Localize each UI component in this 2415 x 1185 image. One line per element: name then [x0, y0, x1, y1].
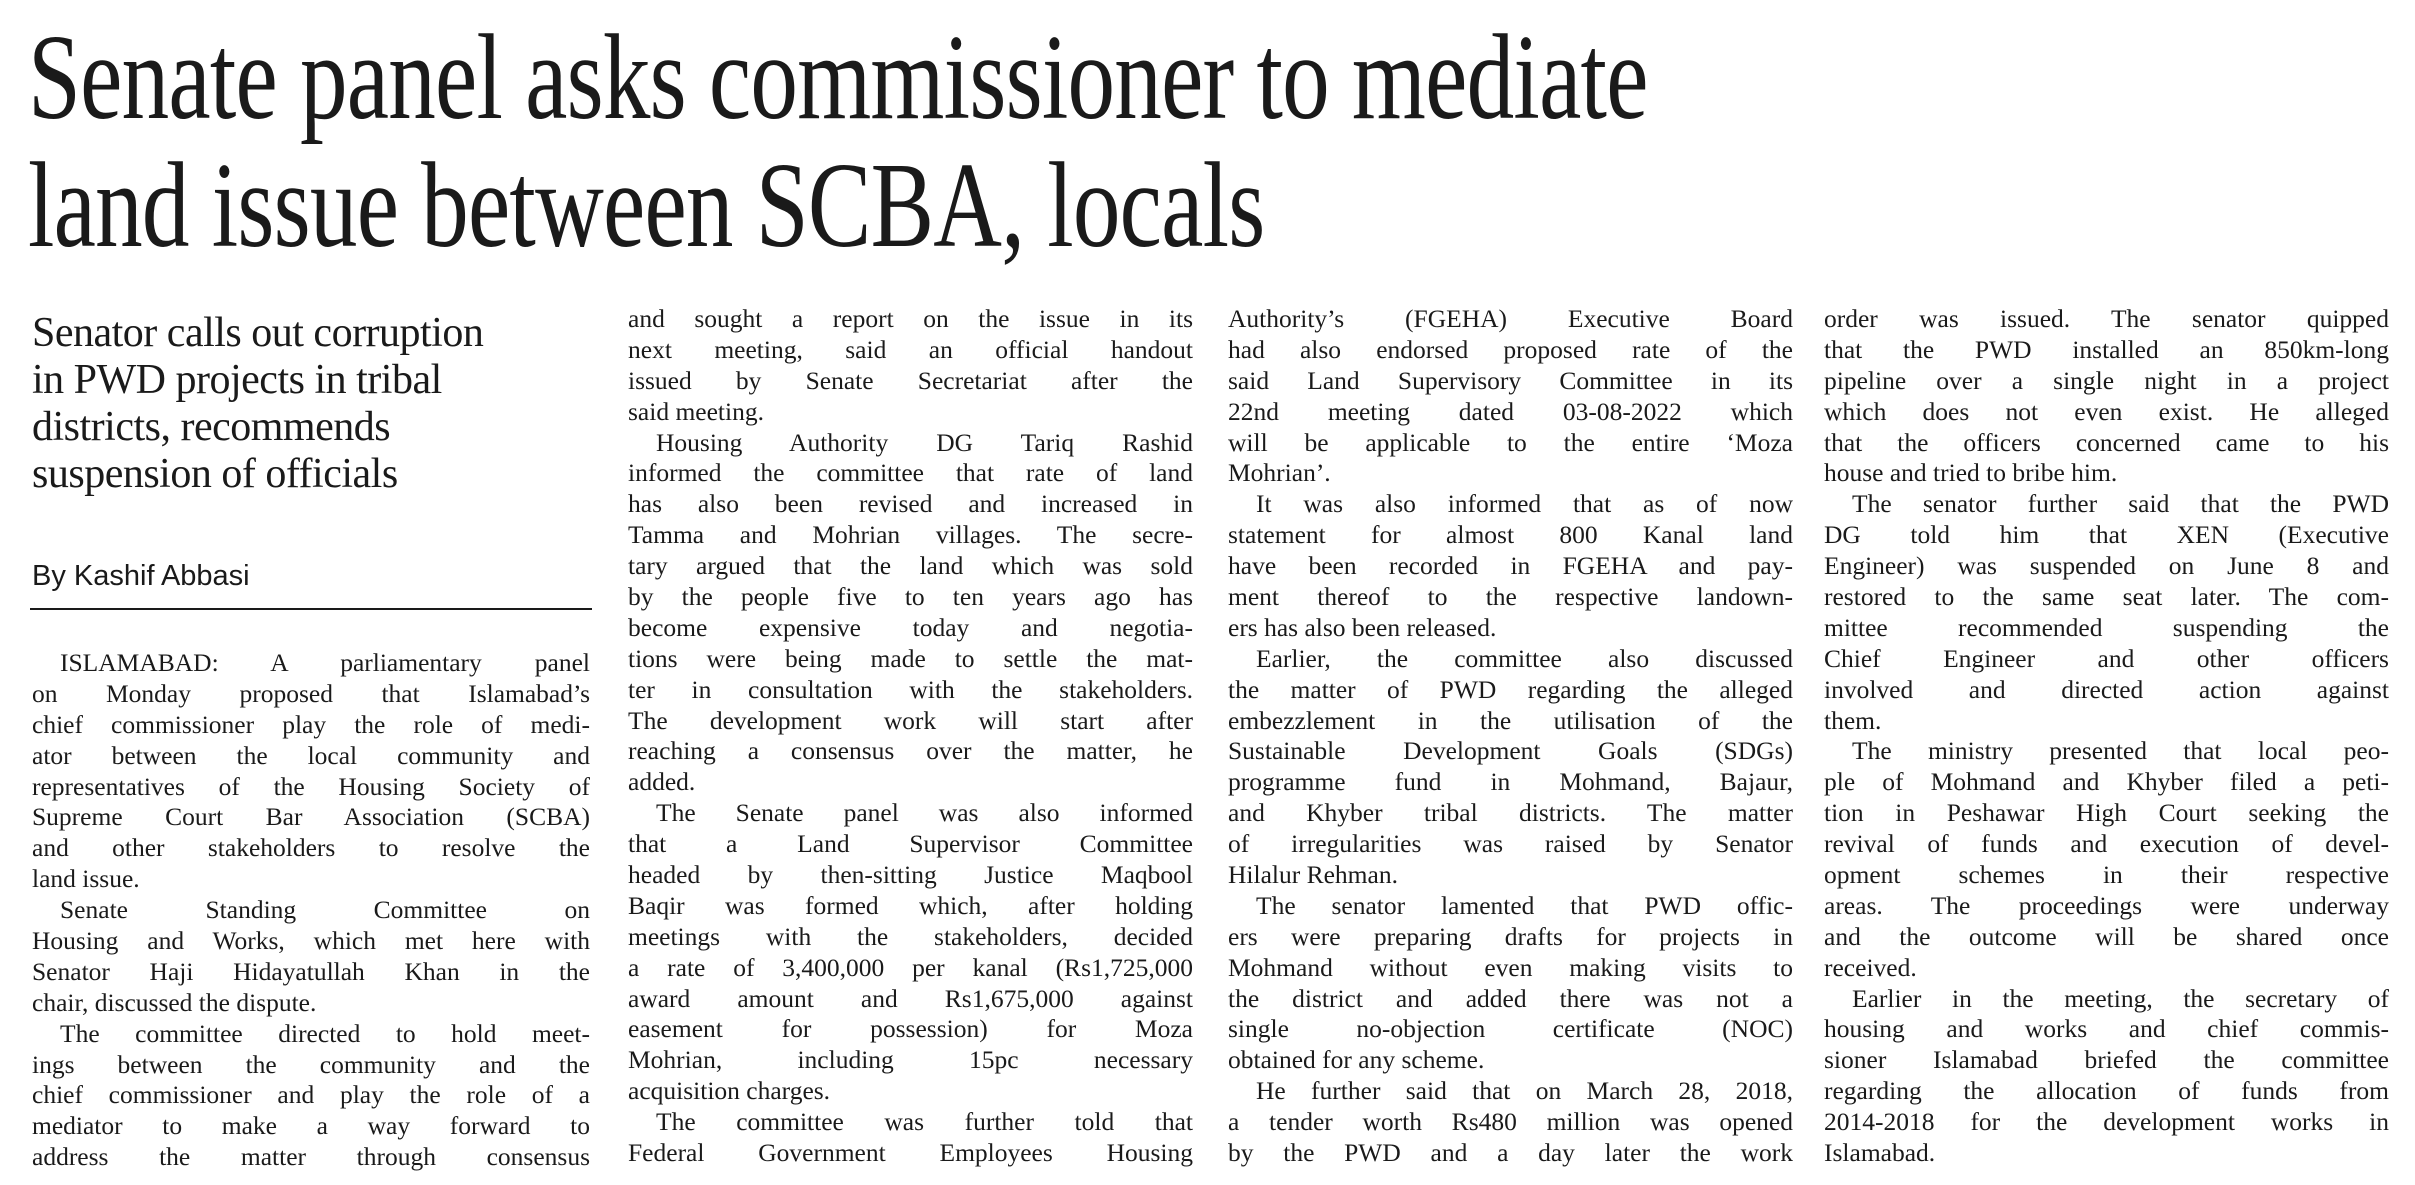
text-line: the district and added there was not a	[1228, 983, 1793, 1013]
text-line: ers were preparing drafts for projects in	[1228, 921, 1793, 951]
text-line: ers has also been released.	[1228, 612, 1497, 642]
article-column-3	[1228, 304, 1793, 1169]
text-line: ment thereof to the respective landown-	[1228, 582, 1793, 612]
text-line: ple of Mohmand and Khyber filed a peti-	[1824, 767, 2389, 797]
text-line: informed the committee that rate of land	[628, 458, 1193, 488]
text-line: the matter of PWD regarding the alleged	[1228, 674, 1793, 704]
text-line: tion in Peshawar High Court seeking the	[1824, 798, 2389, 828]
text-line: them.	[1824, 705, 1882, 735]
text-line: acquisition charges.	[628, 1076, 831, 1106]
text-line: issued by Senate Secretariat after the	[628, 365, 1193, 395]
paragraph-first-line: ISLAMABAD: A parliamentary panel	[60, 648, 590, 677]
text-line: address the matter through consensus	[32, 1142, 590, 1172]
text-line: that the PWD installed an 850km-long	[1824, 334, 2389, 364]
paragraph-first-line: The Senate panel was also informed	[656, 798, 1193, 828]
text-line: and the outcome will be shared once	[1824, 921, 2389, 951]
text-line: said meeting.	[628, 396, 764, 426]
text-line: chief commissioner play the role of medi-	[32, 709, 590, 739]
text-line: obtained for any scheme.	[1228, 1045, 1485, 1075]
text-line: tions were being made to settle the mat-	[628, 643, 1193, 673]
text-line: by the people five to ten years ago has	[628, 582, 1193, 612]
byline-divider	[30, 608, 592, 610]
text-line: Islamabad.	[1824, 1138, 1936, 1168]
text-line: added.	[628, 767, 696, 797]
article-column-2	[628, 304, 1193, 1169]
column-body	[1228, 304, 1793, 1169]
text-line: representatives of the Housing Society of	[32, 771, 590, 801]
paragraph-first-line: He further said that on March 28, 2018,	[1256, 1076, 1793, 1106]
headline-line: Senate panel asks commissioner to mediate	[28, 10, 1648, 145]
text-line: reaching a consensus over the matter, he	[628, 736, 1193, 766]
text-line: Engineer) was suspended on June 8 and	[1824, 551, 2389, 581]
text-line: mittee recommended suspending the	[1824, 612, 2389, 642]
column-body	[28, 648, 590, 1173]
text-line: revival of funds and execution of devel-	[1824, 829, 2389, 859]
text-line: meetings with the stakeholders, decided	[628, 921, 1193, 951]
text-line: areas. The proceedings were underway	[1824, 890, 2389, 920]
text-line: said Land Supervisory Committee in its	[1228, 365, 1793, 395]
text-line: opment schemes in their respective	[1824, 860, 2389, 890]
text-line: and other stakeholders to resolve the	[32, 833, 590, 863]
text-line: restored to the same seat later. The com-	[1824, 582, 2389, 612]
paragraph-first-line: Senate Standing Committee on	[60, 895, 590, 925]
text-line: Mohrian, including 15pc necessary	[628, 1045, 1193, 1075]
text-line: of irregularities was raised by Senator	[1228, 829, 1793, 859]
text-line: house and tried to bribe him.	[1824, 458, 2118, 488]
paragraph-first-line: The committee directed to hold meet-	[60, 1018, 590, 1048]
text-line: received.	[1824, 952, 1917, 982]
text-line: DG told him that XEN (Executive	[1824, 520, 2389, 550]
text-line: become expensive today and negotia-	[628, 612, 1193, 642]
article-column-1	[28, 300, 590, 1173]
text-line: 22nd meeting dated 03-08-2022 which	[1228, 396, 1793, 426]
text-line: regarding the allocation of funds from	[1824, 1076, 2389, 1106]
text-line: ator between the local community and	[32, 740, 590, 770]
text-line: easement for possession) for Moza	[628, 1014, 1193, 1044]
text-line: Hilalur Rehman.	[1228, 860, 1398, 890]
column-body	[628, 304, 1193, 1169]
text-line: next meeting, said an official handout	[628, 334, 1193, 364]
text-line: Housing and Works, which met here with	[32, 926, 590, 956]
subheadline-line: in PWD projects in tribal	[32, 357, 442, 403]
text-line: Senator Haji Hidayatullah Khan in the	[32, 956, 590, 986]
text-line: sioner Islamabad briefed the committee	[1824, 1045, 2389, 1075]
text-line: that the officers concerned came to his	[1824, 427, 2389, 457]
text-line: by the PWD and a day later the work	[1228, 1138, 1793, 1168]
headline-line: land issue between SCBA, locals	[28, 138, 1265, 273]
subheadline-line: districts, recommends	[32, 404, 391, 450]
text-line: Tamma and Mohrian villages. The secre-	[628, 520, 1193, 550]
text-line: headed by then-sitting Justice Maqbool	[628, 860, 1193, 890]
paragraph-first-line: Earlier in the meeting, the secretary of	[1852, 983, 2389, 1013]
text-line: Federal Government Employees Housing	[628, 1138, 1193, 1168]
text-line: Chief Engineer and other officers	[1824, 643, 2389, 673]
text-line: chief commissioner and play the role of a	[32, 1080, 590, 1110]
text-line: housing and works and chief commis-	[1824, 1014, 2389, 1044]
text-line: Mohmand without even making visits to	[1228, 952, 1793, 982]
column-body	[1824, 304, 2389, 1169]
text-line: embezzlement in the utilisation of the	[1228, 705, 1793, 735]
paragraph-first-line: The senator lamented that PWD offic-	[1256, 890, 1793, 920]
text-line: a tender worth Rs480 million was opened	[1228, 1107, 1793, 1137]
text-line: Sustainable Development Goals (SDGs)	[1228, 736, 1793, 766]
text-line: award amount and Rs1,675,000 against	[628, 983, 1193, 1013]
text-line: The development work will start after	[628, 705, 1193, 735]
paragraph-first-line: The ministry presented that local peo-	[1852, 736, 2389, 766]
text-line: Mohrian’.	[1228, 458, 1331, 488]
text-line: and sought a report on the issue in its	[628, 304, 1193, 333]
text-line: 2014-2018 for the development works in	[1824, 1107, 2389, 1137]
subheadline-line: Senator calls out corruption	[32, 310, 484, 356]
text-line: Supreme Court Bar Association (SCBA)	[32, 802, 590, 832]
text-line: chair, discussed the dispute.	[32, 987, 317, 1017]
text-line: statement for almost 800 Kanal land	[1228, 520, 1793, 550]
text-line: has also been revised and increased in	[628, 489, 1193, 519]
paragraph-first-line: It was also informed that as of now	[1256, 489, 1793, 519]
text-line: involved and directed action against	[1824, 674, 2389, 704]
paragraph-first-line: The committee was further told that	[656, 1107, 1193, 1137]
headline	[28, 10, 1648, 273]
text-line: Authority’s (FGEHA) Executive Board	[1228, 304, 1793, 333]
paragraph-first-line: Housing Authority DG Tariq Rashid	[656, 427, 1193, 457]
text-line: Baqir was formed which, after holding	[628, 890, 1193, 920]
text-line: that a Land Supervisor Committee	[628, 829, 1193, 859]
text-line: had also endorsed proposed rate of the	[1228, 334, 1793, 364]
subheadline	[32, 310, 590, 498]
paragraph-first-line: The senator further said that the PWD	[1852, 489, 2389, 519]
text-line: order was issued. The senator quipped	[1824, 304, 2389, 333]
text-line: programme fund in Mohmand, Bajaur,	[1228, 767, 1793, 797]
byline: By Kashif Abbasi	[32, 560, 250, 592]
text-line: ings between the community and the	[32, 1049, 590, 1079]
text-line: have been recorded in FGEHA and pay-	[1228, 551, 1793, 581]
text-line: on Monday proposed that Islamabad’s	[32, 678, 590, 708]
paragraph-first-line: Earlier, the committee also discussed	[1256, 643, 1793, 673]
text-line: will be applicable to the entire ‘Moza	[1228, 427, 1793, 457]
text-line: and Khyber tribal districts. The matter	[1228, 798, 1793, 828]
text-line: pipeline over a single night in a project	[1824, 365, 2389, 395]
text-line: tary argued that the land which was sold	[628, 551, 1193, 581]
article-column-4	[1824, 304, 2389, 1169]
text-line: mediator to make a way forward to	[32, 1111, 590, 1141]
text-line: a rate of 3,400,000 per kanal (Rs1,725,000	[628, 952, 1193, 982]
text-line: land issue.	[32, 864, 140, 894]
text-line: ter in consultation with the stakeholders.	[628, 674, 1193, 704]
text-line: single no-objection certificate (NOC)	[1228, 1014, 1793, 1044]
subheadline-line: suspension of officials	[32, 451, 398, 497]
text-line: which does not even exist. He alleged	[1824, 396, 2389, 426]
